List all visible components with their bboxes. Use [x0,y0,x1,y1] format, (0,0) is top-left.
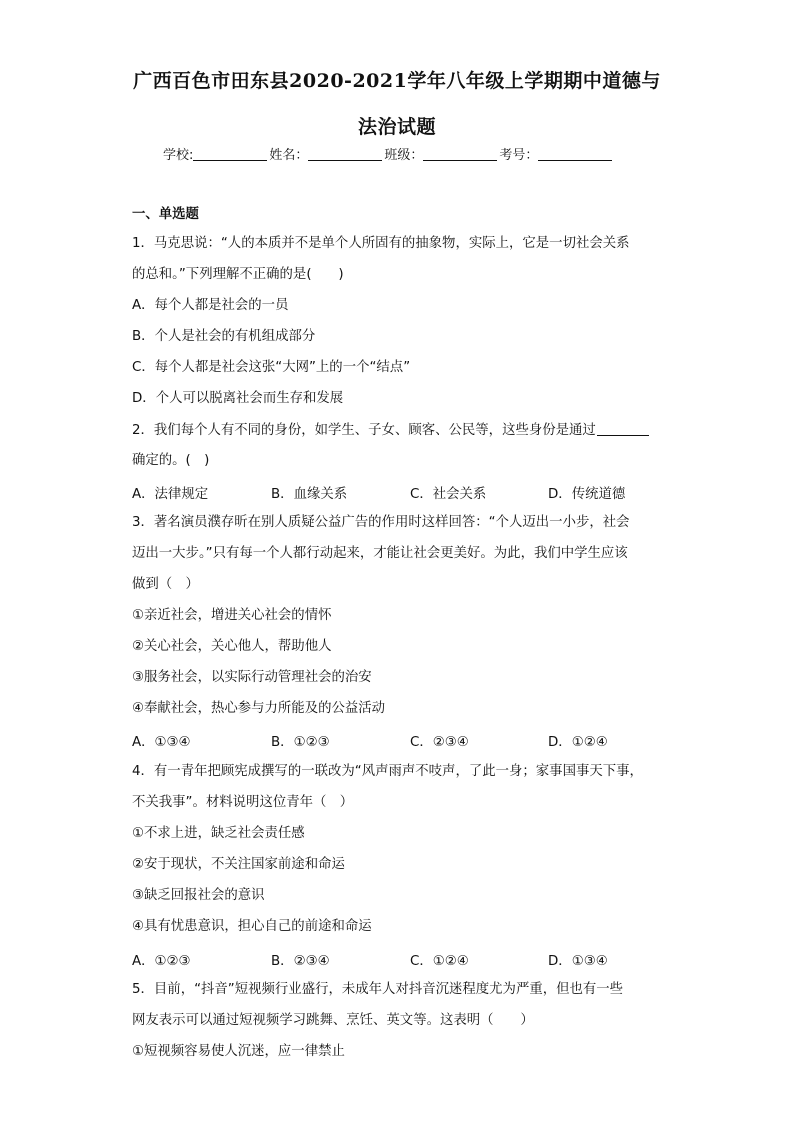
q4-statement-4: ④具有忧患意识，担心自己的前途和命运 [132,919,372,934]
q1-option-c: C．每个人都是社会这张“大网”上的一个“结点” [132,360,411,375]
q1-stem-line-1: 1．马克思说：“人的本质并不是单个人所固有的抽象物，实际上，它是一切社会关系 [132,236,630,251]
q3-stem-line-2: 迈出一大步。”只有每一个人都行动起来，才能让社会更美好。为此，我们中学生应该 [132,546,628,561]
q3-option-c: C．②③④ [410,735,469,750]
q3-stem-line-1: 3．著名演员濮存昕在别人质疑公益广告的作用时这样回答：“个人迈出一小步，社会 [132,515,630,530]
class-label: 班级： [384,148,424,163]
page-title-line-2: 法治试题 [357,116,436,138]
q1-option-b: B．个人是社会的有机组成部分 [132,329,316,344]
q3-statement-1: ①亲近社会，增进关心社会的情怀 [132,608,332,623]
name-blank[interactable] [308,146,382,161]
section-title: 一、单选题 [132,207,199,222]
q2-option-a: A．法律规定 [132,487,209,502]
q2-answer-blank [597,421,649,436]
q4-option-c: C．①②④ [410,954,469,969]
q2-stem-text: 2．我们每个人有不同的身份，如学生、子女、顾客、公民等，这些身份是通过 [132,423,596,438]
q3-option-b: B．①②③ [271,735,330,750]
q3-statement-2: ②关心社会，关心他人，帮助他人 [132,639,332,654]
q2-options-row [132,483,652,501]
q3-options-row [132,731,652,749]
q4-options-row [132,950,652,968]
q3-statement-4: ④奉献社会，热心参与力所能及的公益活动 [132,701,386,716]
q4-stem-line-1: 4．有一青年把顾宪成撰写的一联改为“风声雨声不吱声，了此一身；家事国事天下事， [132,764,643,779]
school-blank[interactable] [193,146,267,161]
name-label: 姓名： [269,148,309,163]
school-label: 学校: [163,148,194,163]
q1-option-d: D．个人可以脱离社会而生存和发展 [132,391,344,406]
q4-option-a: A．①②③ [132,954,191,969]
q2-option-c: C．社会关系 [410,487,487,502]
q3-stem-line-3: 做到（ ） [132,577,199,592]
q4-statement-1: ①不求上进，缺乏社会责任感 [132,826,305,841]
q2-option-b: B．血缘关系 [271,487,348,502]
student-info-row [163,144,614,163]
q1-option-a: A．每个人都是社会的一员 [132,298,289,313]
q5-statement-1: ①短视频容易使人沉迷，应一律禁止 [132,1044,345,1059]
q2-stem-line-2: 确定的。( ) [132,453,210,468]
class-blank[interactable] [423,146,497,161]
q4-option-d: D．①③④ [548,954,608,969]
q3-option-d: D．①②④ [548,735,608,750]
q4-statement-2: ②安于现状，不关注国家前途和命运 [132,857,345,872]
q4-option-b: B．②③④ [271,954,330,969]
q4-stem-line-2: 不关我事”。材料说明这位青年（ ） [132,795,354,810]
q1-stem-line-2: 的总和。”下列理解不正确的是( ) [132,267,344,282]
q3-option-a: A．①③④ [132,735,191,750]
q2-stem-line-1 [132,421,650,440]
number-label: 考号： [499,148,539,163]
q2-option-d: D．传统道德 [548,487,626,502]
number-blank[interactable] [538,146,612,161]
q3-statement-3: ③服务社会，以实际行动管理社会的治安 [132,670,372,685]
q5-stem-line-2: 网友表示可以通过短视频学习跳舞、烹饪、英文等。这表明（ ） [132,1013,534,1028]
q4-statement-3: ③缺乏回报社会的意识 [132,888,265,903]
q5-stem-line-1: 5．目前，“抖音”短视频行业盛行，未成年人对抖音沉迷程度尤为严重，但也有一些 [132,982,624,997]
page-title-line-1: 广西百色市田东县2020-2021学年八年级上学期期中道德与 [133,70,661,92]
